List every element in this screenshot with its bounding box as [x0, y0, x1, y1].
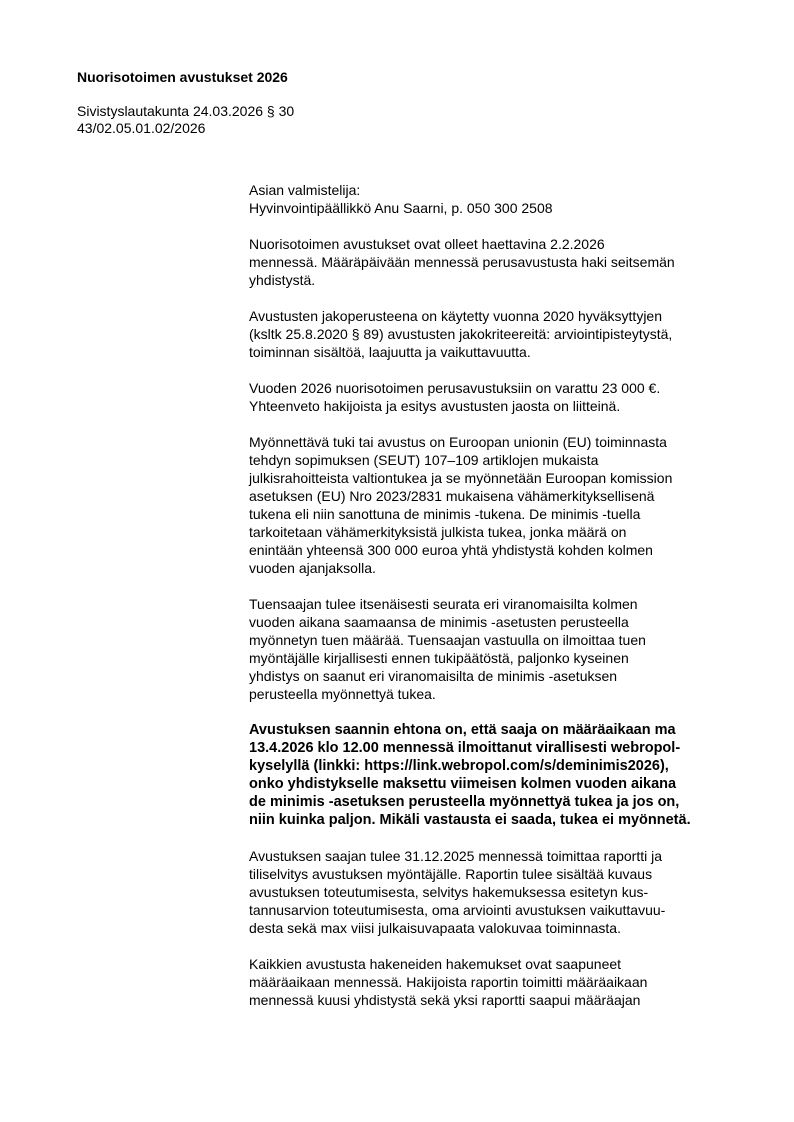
paragraph-line: myöntäjälle kirjallisesti ennen tukipäätöstä, paljonko kyseinen	[249, 650, 629, 666]
paragraph-line: perusteella myönnettyä tukea.	[249, 686, 436, 702]
paragraph-line: Avustusten jakoperusteena on käytetty vuonna 2020 hyväksyttyjen	[249, 308, 663, 324]
paragraph-line: tukena eli niin sanottuna de minimis -tukena. De minimis -tuella	[249, 506, 641, 522]
paragraph-line: Vuoden 2026 nuorisotoimen perusavustuksiin on varattu 23 000 €.	[249, 380, 661, 396]
paragraph-line: avustuksen toteutumisesta, selvitys hakemuksessa esitetyn kus-	[249, 884, 649, 900]
document-title: Nuorisotoimen avustukset 2026	[77, 69, 288, 85]
preparer-person: Hyvinvointipäällikkö Anu Saarni, p. 050 300 2508	[249, 200, 553, 216]
paragraph-recipient-duty	[249, 595, 739, 703]
paragraph-line: Kaikkien avustusta hakeneiden hakemukset ovat saapuneet	[249, 956, 622, 972]
paragraph-line: tarkoitetaan vähämerkityksistä julkista tukea, jonka määrä on	[249, 524, 627, 540]
preparer-label: Asian valmistelija:	[249, 182, 361, 198]
paragraph-line: asetuksen (EU) Nro 2023/2831 mukaisena vähämerkityksellisenä	[249, 488, 655, 504]
paragraph-line: määräaikaan mennessä. Hakijoista raportin toimitti määräaikaan	[249, 974, 648, 990]
paragraph-line: myönnetyn tuen määrää. Tuensaajan vastuulla on ilmoittaa tuen	[249, 632, 646, 648]
paragraph-line: desta sekä max viisi julkaisuvapaata valokuvaa toiminnasta.	[249, 920, 621, 936]
paragraph-de-minimis	[249, 433, 739, 577]
paragraph-line: 13.4.2026 klo 12.00 mennessä ilmoittanut virallisesti webropol-	[249, 740, 681, 756]
paragraph-line: kyselyllä (linkki: https://link.webropol.com/s/deminimis2026),	[249, 758, 669, 774]
paragraph-line: vuoden aikana saamaansa de minimis -asetusten perusteella	[249, 614, 629, 630]
paragraph-budget	[249, 379, 739, 415]
paragraph-line: niin kuinka paljon. Mikäli vastausta ei saada, tukea ei myönnetä.	[249, 812, 691, 828]
paragraph-line: yhdistys on saanut eri viranomaisilta de minimis -asetuksen	[249, 668, 618, 684]
paragraph-line: enintään yhteensä 300 000 euroa yhtä yhdistystä kohden kolmen	[249, 542, 653, 558]
paragraph-line: Avustuksen saannin ehtona on, että saaja on määräaikaan ma	[249, 722, 676, 738]
document-body	[249, 181, 739, 1027]
document-header	[77, 69, 577, 137]
paragraph-line: Yhteenveto hakijoista ja esitys avustusten jaosta on liitteinä.	[249, 398, 621, 414]
paragraph-line: tehdyn sopimuksen (SEUT) 107–109 artiklojen mukaista	[249, 452, 599, 468]
paragraph-line: mennessä. Määräpäivään mennessä perusavustusta haki seitsemän	[249, 254, 675, 270]
paragraph-report	[249, 847, 739, 937]
record-number: 43/02.05.01.02/2026	[77, 120, 206, 136]
paragraph-line: toiminnan sisältöä, laajuutta ja vaikuttavuutta.	[249, 344, 531, 360]
paragraph-line: tiliselvitys avustuksen myöntäjälle. Raportin tulee sisältää kuvaus	[249, 866, 653, 882]
paragraph-line: Myönnettävä tuki tai avustus on Euroopan unionin (EU) toiminnasta	[249, 434, 667, 450]
preparer-block	[249, 181, 739, 217]
paragraph-line: mennessä kuusi yhdistystä sekä yksi raportti saapui määräajan	[249, 992, 641, 1008]
paragraph-line: tannusarvion toteutumisesta, oma arviointi avustuksen vaikuttavuu-	[249, 902, 666, 918]
paragraph-line: Nuorisotoimen avustukset ovat olleet haettavina 2.2.2026	[249, 236, 605, 252]
paragraph-applications	[249, 235, 739, 289]
paragraph-line: julkisrahoitteista valtiontukea ja se myönnetään Euroopan komission	[249, 470, 673, 486]
paragraph-deadline	[249, 955, 739, 1009]
paragraph-list	[249, 235, 739, 1009]
paragraph-line: Tuensaajan tulee itsenäisesti seurata eri viranomaisilta kolmen	[249, 596, 638, 612]
paragraph-condition	[249, 721, 739, 829]
paragraph-line: vuoden ajanjaksolla.	[249, 560, 376, 576]
paragraph-line: de minimis -asetuksen perusteella myönnettyä tukea ja jos on,	[249, 794, 680, 810]
paragraph-line: onko yhdistykselle maksettu viimeisen kolmen vuoden aikana	[249, 776, 677, 792]
paragraph-line: yhdistystä.	[249, 272, 316, 288]
meeting-line: Sivistyslautakunta 24.03.2026 § 30	[77, 103, 295, 119]
paragraph-line: Avustuksen saajan tulee 31.12.2025 mennessä toimittaa raportti ja	[249, 848, 662, 864]
paragraph-line: (ksltk 25.8.2020 § 89) avustusten jakokriteereitä: arviointipisteytystä,	[249, 326, 673, 342]
paragraph-criteria	[249, 307, 739, 361]
